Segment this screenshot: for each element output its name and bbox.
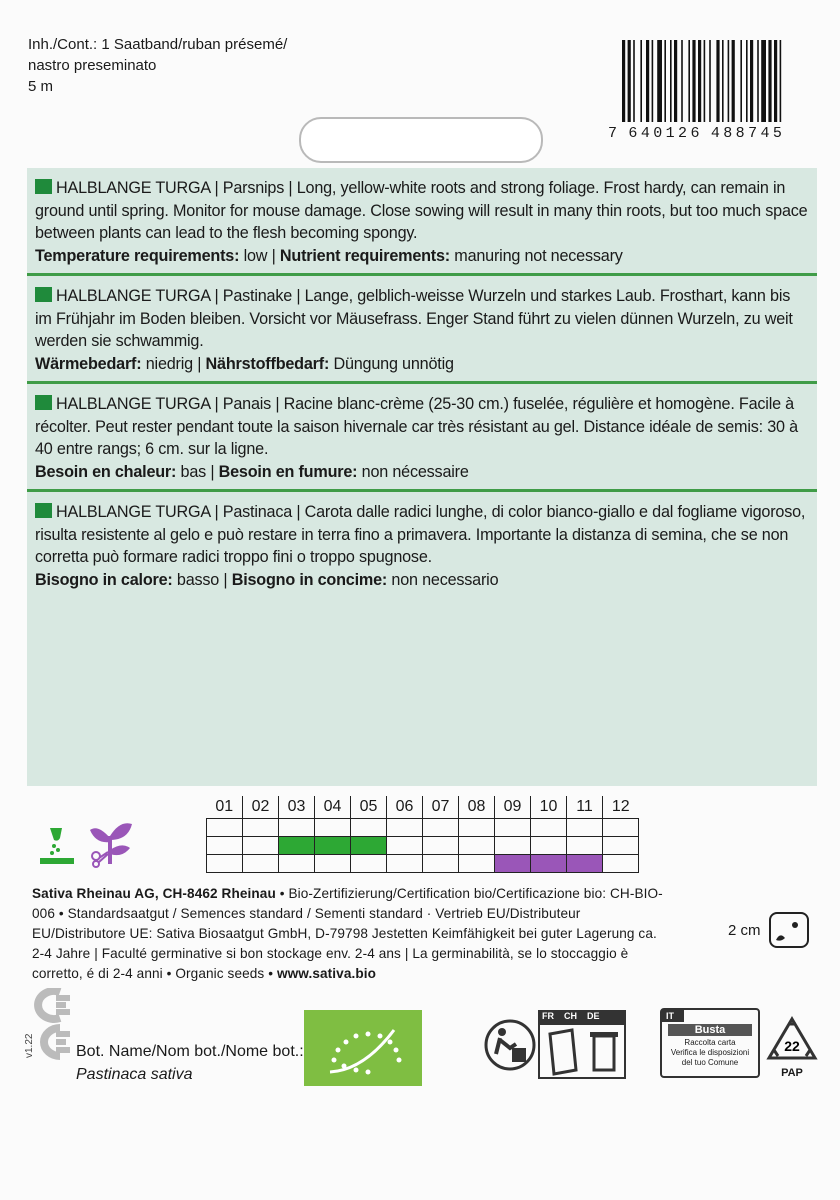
variety-title: HALBLANGE TURGA: [56, 503, 211, 521]
barcode-digit: 4: [640, 125, 654, 142]
calendar-cell: [495, 819, 531, 837]
description-box: [27, 168, 817, 786]
website: www.sativa.bio: [276, 966, 377, 981]
version-label: v1.22: [24, 1033, 35, 1058]
botanical-name: [76, 1040, 304, 1086]
sowing-icon: [36, 826, 78, 868]
calendar-cell: [351, 819, 387, 837]
description-en: [27, 168, 817, 276]
requirement-value: non necessario: [387, 570, 499, 589]
sowing-harvest-calendar: [206, 796, 639, 873]
calendar-cell: [387, 837, 423, 855]
calendar-month-label: 10: [531, 796, 567, 819]
barcode-digit: 2: [678, 125, 691, 142]
requirement-value: low |: [239, 246, 280, 265]
requirement-label: Temperature requirements:: [35, 246, 240, 265]
barcode-digit: 0: [653, 125, 666, 142]
calendar-cell: [603, 855, 639, 873]
calendar-cell: [567, 837, 603, 855]
calendar-cell: [243, 819, 279, 837]
calendar-cell: [315, 855, 351, 873]
green-square-icon: [35, 395, 52, 410]
calendar-cell: [567, 819, 603, 837]
calendar-month-label: 11: [567, 796, 603, 819]
calendar-cell: [603, 837, 639, 855]
botanical-value: Pastinaca sativa: [76, 1066, 193, 1083]
harvest-icon: [88, 820, 134, 868]
calendar-cell: [243, 855, 279, 873]
requirement-label: Besoin en chaleur:: [35, 462, 177, 481]
calendar-cell: [207, 819, 243, 837]
variety-title: HALBLANGE TURGA: [56, 395, 211, 413]
it-busta-label: [660, 1008, 760, 1078]
calendar-cell: [531, 837, 567, 855]
calendar-month-label: 02: [243, 796, 279, 819]
description-it: [27, 492, 817, 597]
requirement-value: basso |: [172, 570, 232, 589]
company-name: Sativa Rheinau AG, CH-8462 Rheinau: [32, 886, 276, 901]
paper-bin-icon: [538, 1024, 632, 1080]
sowing-cell: [351, 837, 387, 855]
calendar-cell: [423, 855, 459, 873]
calendar-cell: [459, 837, 495, 855]
calendar-cell: [495, 837, 531, 855]
barcode-digit: 1: [665, 125, 679, 142]
requirement-value: bas |: [176, 462, 219, 481]
requirement-value: niedrig |: [141, 354, 206, 373]
calendar-month-label: 08: [459, 796, 495, 819]
seed-spacing-icon: [769, 912, 809, 948]
requirement-value: Düngung unnötig: [329, 354, 454, 373]
calendar-cell: [423, 837, 459, 855]
variety-title: HALBLANGE TURGA: [56, 179, 211, 197]
requirement-label: Nährstoffbedarf:: [205, 354, 330, 373]
country-ch: CH: [564, 1011, 577, 1021]
calendar-month-label: 05: [351, 796, 387, 819]
country-de: DE: [587, 1011, 600, 1021]
pap-recycling-icon: [766, 1016, 818, 1078]
requirement-label: Wärmebedarf:: [35, 354, 142, 373]
eu-organic-leaf-icon: [304, 1010, 422, 1086]
green-square-icon: [35, 287, 52, 302]
spacing-value: 2 cm: [728, 921, 761, 939]
contents-info: [28, 34, 287, 97]
sowing-cell: [279, 837, 315, 855]
calendar-cell: [207, 837, 243, 855]
calendar-cell: [243, 837, 279, 855]
requirement-label: Nutrient requirements:: [279, 246, 450, 265]
barcode-digit: 5: [772, 125, 786, 142]
variety-description: | Pastinake | Lange, gelblich-weisse Wurzeln und starkes Laub. Frosthart, kann bis im Frühjahr im Boden bleiben. Vorsicht vor Mäusefrass. Enger Stand führt zu vielen dünnen Wurzeln, zu weit werden sie schwammig.: [35, 287, 793, 350]
calendar-month-label: 01: [215, 798, 234, 815]
company-text: • Bio-Zertifizierung/Certification bio/Certificazione bio: CH-BIO-006 • Standardsaatgut / Semences standard / Sementi standard · Vertrieb EU/Distributeur EU/Distributore UE: Sativa Biosaatgut GmbH, D-79798 Jestetten Keimfähigkeit bei guter Lagerung ca. 2-4 Jahre | Faculté germinative si bon stockage env. 2-4 ans | La germinabilità, se lo stoccaggio è corretto, é di 2-4 anni • Organic seeds •: [32, 886, 663, 981]
pap-number: 22: [784, 1038, 800, 1054]
calendar-cell: [387, 855, 423, 873]
busta-title: Busta: [668, 1024, 752, 1036]
calendar-cell: [423, 819, 459, 837]
calendar-month-label: 12: [603, 796, 639, 819]
calendar-cell: [315, 819, 351, 837]
calendar-cell: [279, 855, 315, 873]
busta-line: del tuo Comune: [681, 1058, 739, 1067]
barcode-digit: 8: [723, 125, 736, 142]
company-info: [32, 884, 672, 984]
calendar-cell: [531, 819, 567, 837]
barcode-digit: 4: [760, 125, 773, 142]
eu-organic-logo: [304, 1010, 422, 1086]
seed-spacing: [728, 912, 809, 948]
variety-description: | Panais | Racine blanc-crème (25-30 cm.) fuselée, régulière et homogène. Facile à récolter. Peut rester pendant toute la saison hivernale car très résistant au gel. Distance idéale de semis: 30 à 40 entre rangs; 6 cm. sur la ligne.: [35, 395, 798, 458]
fr-ch-de-sorting-icon: [538, 1010, 632, 1080]
barcode-number: [608, 125, 814, 142]
variety-description: | Parsnips | Long, yellow-white roots and strong foliage. Frost hardy, can remain in ground until spring. Monitor for mouse damage. Close sowing will result in many thin roots, but too much space between plants can lead to the flesh becoming spongy.: [35, 179, 808, 242]
calendar-cell: [603, 819, 639, 837]
recycle-triangle-icon: [766, 1016, 818, 1062]
barcode-digit: 7: [748, 125, 761, 142]
botanical-label: Bot. Name/Nom bot./Nome bot.:: [76, 1043, 304, 1060]
barcode-digit: 8: [735, 125, 749, 142]
calendar-month-label: 06: [387, 796, 423, 819]
calendar-month-label: 03: [279, 796, 315, 819]
contents-quantity: 5 m: [28, 78, 54, 95]
requirement-label: Bisogno in concime:: [231, 570, 388, 589]
contents-line: nastro preseminato: [28, 57, 157, 74]
calendar-cell: [387, 819, 423, 837]
description-fr: [27, 384, 817, 492]
harvest-cell: [495, 855, 531, 873]
variety-title: HALBLANGE TURGA: [56, 287, 211, 305]
barcode-digit: 6: [628, 125, 641, 142]
requirement-label: Besoin en fumure:: [218, 462, 358, 481]
pap-label: PAP: [781, 1067, 803, 1079]
calendar-cell: [351, 855, 387, 873]
description-de: [27, 276, 817, 384]
calendar-month-label: 04: [315, 796, 351, 819]
requirement-value: manuring not necessary: [450, 246, 623, 265]
calendar-month-label: 07: [423, 796, 459, 819]
barcode-digit: 6: [690, 125, 703, 142]
barcode-digit: 7: [608, 125, 621, 142]
barcode-digit: 4: [710, 125, 724, 142]
contents-line: Inh./Cont.: 1 Saatband/ruban présemé/: [28, 36, 288, 53]
sowing-cell: [315, 837, 351, 855]
recycling-person-icon: [482, 1018, 538, 1072]
busta-line: Verifica le disposizioni: [670, 1048, 750, 1057]
green-square-icon: [35, 179, 52, 194]
calendar-cell: [207, 855, 243, 873]
country-fr: FR: [542, 1011, 554, 1021]
calendar-cell: [459, 855, 495, 873]
calendar-month-label: 09: [495, 796, 531, 819]
harvest-cell: [531, 855, 567, 873]
requirement-value: non nécessaire: [357, 462, 469, 481]
requirement-label: Bisogno in calore:: [35, 570, 173, 589]
it-label: IT: [662, 1010, 684, 1022]
calendar-cell: [279, 819, 315, 837]
busta-line: Raccolta carta: [684, 1038, 736, 1047]
green-square-icon: [35, 503, 52, 518]
variety-description: | Pastinaca | Carota dalle radici lunghe, di color bianco-giallo e dal fogliame vigoroso, risulta resistente al gelo e può restare in terra fino a primavera. Importante la distanza di semina, che se non corretta può formare radici troppo fini o troppo spugnose.: [35, 503, 806, 566]
hanger-hole: [299, 117, 543, 163]
barcode: [622, 40, 812, 122]
harvest-cell: [567, 855, 603, 873]
calendar-cell: [459, 819, 495, 837]
